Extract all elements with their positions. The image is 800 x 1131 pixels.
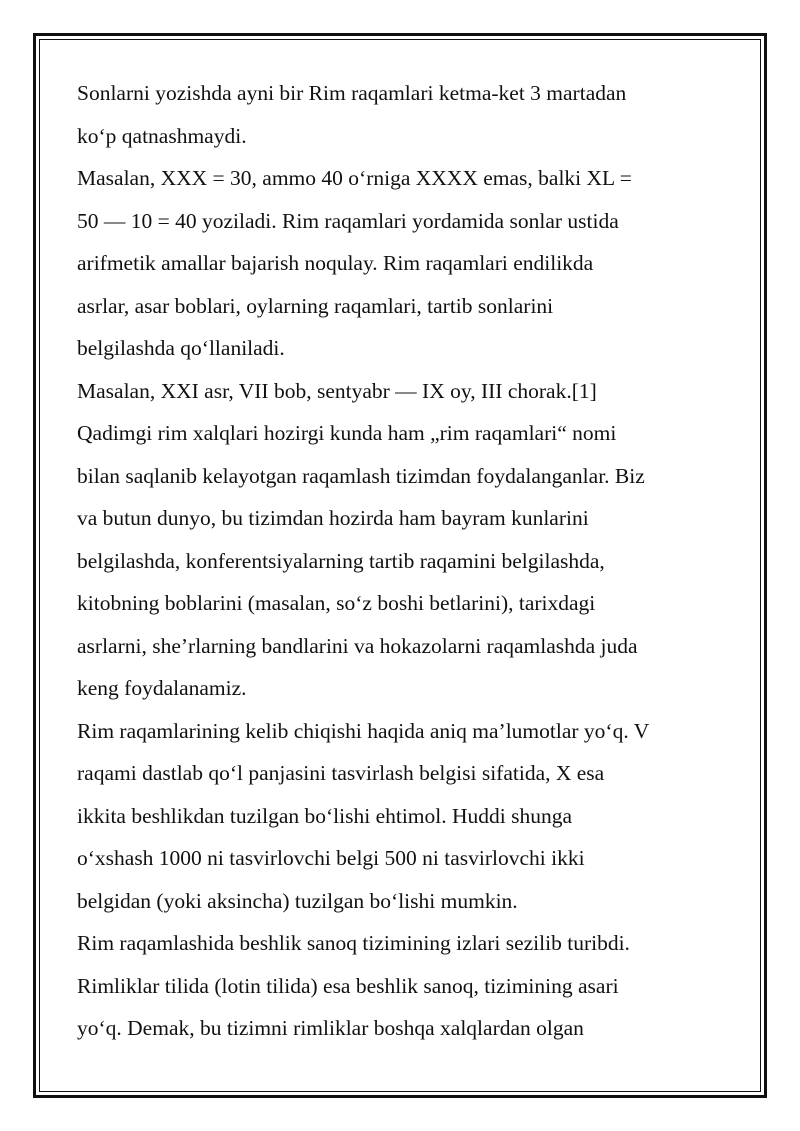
- text-line: Rim raqamlarining kelib chiqishi haqida aniq ma’lumotlar yo‘q. V: [77, 718, 650, 743]
- text-line: Rim raqamlashida beshlik sanoq tizimining izlari sezilib turibdi.: [77, 931, 630, 955]
- text-line: ko‘p qatnashmaydi.: [77, 123, 247, 148]
- document-body: [77, 72, 727, 1050]
- text-line: kitobning boblarini (masalan, so‘z boshi betlarini), tarixdagi: [77, 591, 596, 615]
- text-line: keng foydalanamiz.: [77, 676, 247, 700]
- text-line: asrlar, asar boblari, oylarning raqamlari, tartib sonlarini: [77, 293, 554, 318]
- text-line: belgilashda qo‘llaniladi.: [77, 336, 285, 360]
- text-line: Qadimgi rim xalqlari hozirgi kunda ham „rim raqamlari“ nomi: [77, 421, 617, 445]
- text-line: bilan saqlanib kelayotgan raqamlash tizimdan foydalanganlar. Biz: [77, 463, 645, 488]
- text-line: Masalan, XXX = 30, ammo 40 o‘rniga XXXX emas, balki XL =: [77, 166, 632, 190]
- text-line: belgidan (yoki aksincha) tuzilgan bo‘lishi mumkin.: [77, 888, 518, 913]
- text-line: yo‘q. Demak, bu tizimni rimliklar boshqa xalqlardan olgan: [77, 1016, 584, 1040]
- text-line: o‘xshash 1000 ni tasvirlovchi belgi 500 ni tasvirlovchi ikki: [77, 846, 585, 870]
- text-line: ikkita beshlikdan tuzilgan bo‘lishi ehtimol. Huddi shunga: [77, 803, 573, 828]
- text-line: 50 — 10 = 40 yoziladi. Rim raqamlari yordamida sonlar ustida: [77, 208, 619, 233]
- text-line: belgilashda, konferentsiyalarning tartib raqamini belgilashda,: [77, 548, 605, 573]
- text-line: va butun dunyo, bu tizimdan hozirda ham bayram kunlarini: [77, 506, 589, 530]
- text-line: asrlarni, she’rlarning bandlarini va hokazolarni raqamlashda juda: [77, 633, 638, 658]
- text-line: Rimliklar tilida (lotin tilida) esa beshlik sanoq, tizimining asari: [77, 973, 619, 998]
- text-line: Masalan, XXI asr, VII bob, sentyabr — IX oy, III chorak.[1]: [77, 378, 597, 403]
- text-line: arifmetik amallar bajarish noqulay. Rim raqamlari endilikda: [77, 251, 594, 275]
- text-line: Sonlarni yozishda ayni bir Rim raqamlari ketma-ket 3 martadan: [77, 81, 627, 105]
- text-line: raqami dastlab qo‘l panjasini tasvirlash belgisi sifatida, X esa: [77, 761, 605, 785]
